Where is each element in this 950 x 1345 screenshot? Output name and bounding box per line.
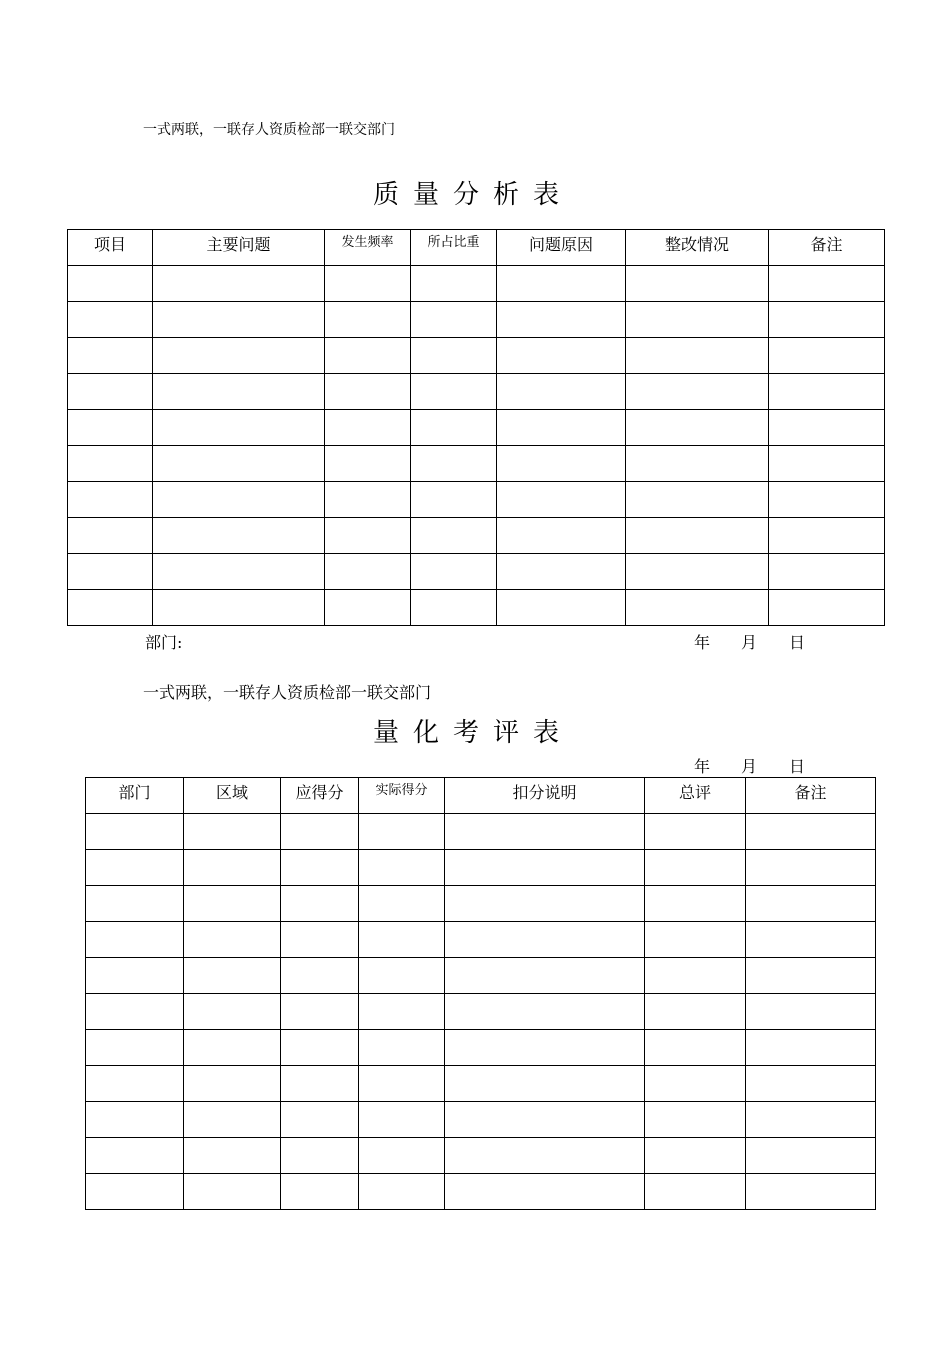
- header-deduction-notes: 扣分说明: [445, 778, 645, 814]
- header-proportion: 所占比重: [411, 230, 497, 266]
- copy-note-1: 一式两联，一联存人资质检部一联交部门: [143, 122, 395, 138]
- table-row: [68, 590, 885, 626]
- table-row: [86, 1102, 876, 1138]
- quantified-assessment-table: [85, 777, 876, 1210]
- footer-month: 月: [741, 633, 758, 652]
- table-header-row: [86, 778, 876, 814]
- footer-day: 日: [789, 633, 806, 652]
- table-row: [68, 482, 885, 518]
- table-row: [68, 554, 885, 590]
- header-cause: 问题原因: [497, 230, 626, 266]
- header-frequency: 发生频率: [325, 230, 411, 266]
- table-row: [68, 446, 885, 482]
- table-row: [68, 374, 885, 410]
- quality-analysis-table: [67, 229, 885, 626]
- date-month: 月: [741, 757, 758, 776]
- table-header-row: [68, 230, 885, 266]
- table-row: [86, 850, 876, 886]
- header-main-issue: 主要问题: [153, 230, 325, 266]
- header-actual-score: 实际得分: [359, 778, 445, 814]
- table-row: [86, 994, 876, 1030]
- table-row: [86, 1066, 876, 1102]
- table-row: [68, 410, 885, 446]
- table-row: [86, 1030, 876, 1066]
- table-row: [86, 814, 876, 850]
- header-remarks: 备注: [769, 230, 885, 266]
- quality-analysis-title: 质量分析表: [373, 180, 574, 210]
- table-row: [68, 338, 885, 374]
- header-overall: 总评: [645, 778, 746, 814]
- table-row: [86, 958, 876, 994]
- header-department: 部门: [86, 778, 184, 814]
- table-row: [86, 1174, 876, 1210]
- header-remarks-2: 备注: [746, 778, 876, 814]
- header-item: 项目: [68, 230, 153, 266]
- quantified-assessment-title: 量化考评表: [373, 718, 574, 748]
- copy-note-2: 一式两联，一联存人资质检部一联交部门: [143, 683, 432, 702]
- header-expected-score: 应得分: [281, 778, 359, 814]
- header-area: 区域: [184, 778, 281, 814]
- table-row: [68, 518, 885, 554]
- date-day: 日: [789, 757, 806, 776]
- footer-dept-label: 部门:: [145, 633, 183, 652]
- table-row: [68, 302, 885, 338]
- header-rectification: 整改情况: [626, 230, 769, 266]
- table-row: [86, 886, 876, 922]
- footer-year: 年: [694, 633, 711, 652]
- table-row: [86, 1138, 876, 1174]
- date-year: 年: [694, 757, 711, 776]
- table-row: [86, 922, 876, 958]
- table-row: [68, 266, 885, 302]
